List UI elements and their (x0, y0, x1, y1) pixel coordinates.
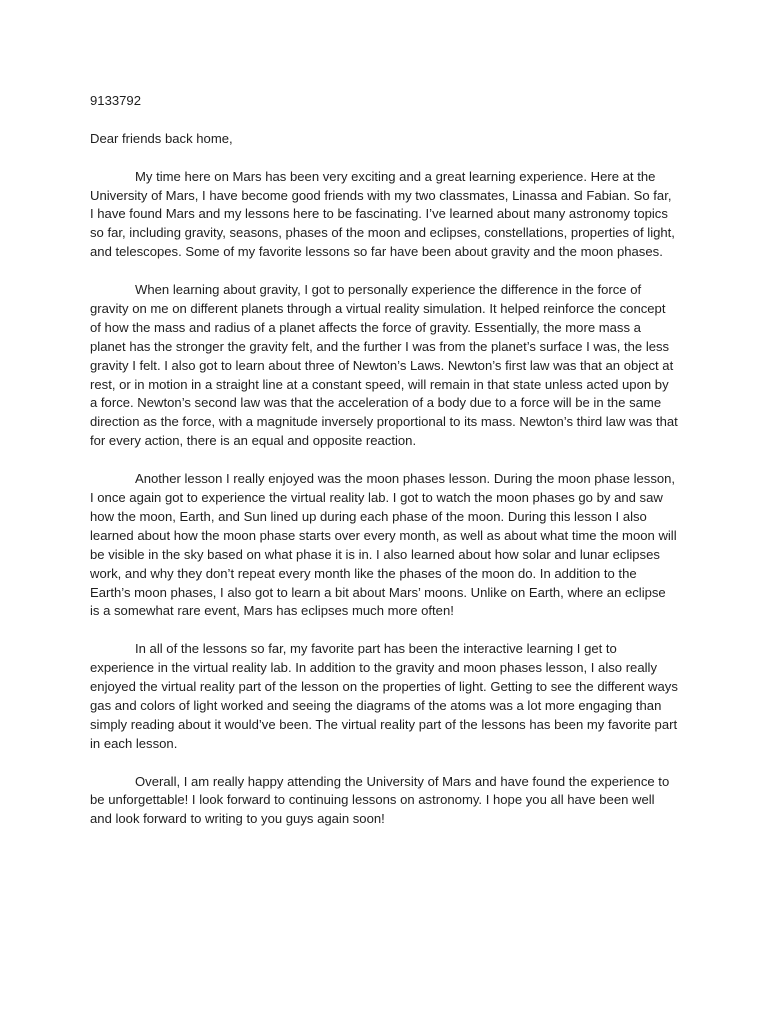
id-number: 9133792 (90, 93, 141, 108)
paragraph-moon-phases: Another lesson I really enjoyed was the moon phases lesson. During the moon phase lesson, I once again got to experience the virtual reality lab. I got to watch the moon phases go by and saw how the moon, Earth, and Sun lined up during each phase of the moon. During this lesson I also learned about how the moon phase starts over every month, as well as about what time the moon will be visible in the sky based on what phase it is in. I also learned about how solar and lunar eclipses work, and why they don’t repeat every month like the phases of the moon do. In addition to the Earth’s moon phases, I also got to learn a bit about Mars’ moons. Unlike on Earth, where an eclipse is a somewhat rare event, Mars has eclipses much more often! (90, 471, 677, 619)
paragraph-gravity: When learning about gravity, I got to personally experience the difference in the force of gravity on me on different planets through a virtual reality simulation. It helped reinforce the concept of how the mass and radius of a planet affects the force of gravity. Essentially, the more mass a planet has the stronger the gravity felt, and the further I was from the planet’s surface I was, the less gravity I felt. I also got to learn about three of Newton’s Laws. Newton’s first law was that an object at rest, or in motion in a straight line at a constant speed, will remain in that state unless acted upon by a force. Newton’s second law was that the acceleration of a body due to a force will be in the same direction as the force, with a magnitude inversely proportional to its mass. Newton’s third law was that for every action, there is an equal and opposite reaction. (90, 282, 678, 449)
paragraph-intro: My time here on Mars has been very exciting and a great learning experience. Here at the University of Mars, I have become good friends with my two classmates, Linassa and Fabian. So far, I have found Mars and my lessons here to be fascinating. I’ve learned about many astronomy topics so far, including gravity, seasons, phases of the moon and eclipses, constellations, properties of light, and telescopes. Some of my favorite lessons so far have been about gravity and the moon phases. (90, 168, 675, 260)
letter-body (90, 92, 678, 829)
paragraph-closing: Overall, I am really happy attending the University of Mars and have found the experience to be unforgettable! I look forward to continuing lessons on astronomy. I hope you all have been well and look forward to writing to you guys again soon! (90, 773, 670, 827)
paragraph-virtual-reality: In all of the lessons so far, my favorite part has been the interactive learning I get to experience in the virtual reality lab. In addition to the gravity and moon phases lesson, I also really enjoyed the virtual reality part of the lesson on the properties of light. Getting to see the different ways gas and colors of light worked and seeing the diagrams of the atoms was a lot more engaging than simply reading about it would’ve been. The virtual reality part of the lessons has been my favorite part in each lesson. (90, 641, 678, 751)
salutation: Dear friends back home, (90, 130, 233, 146)
